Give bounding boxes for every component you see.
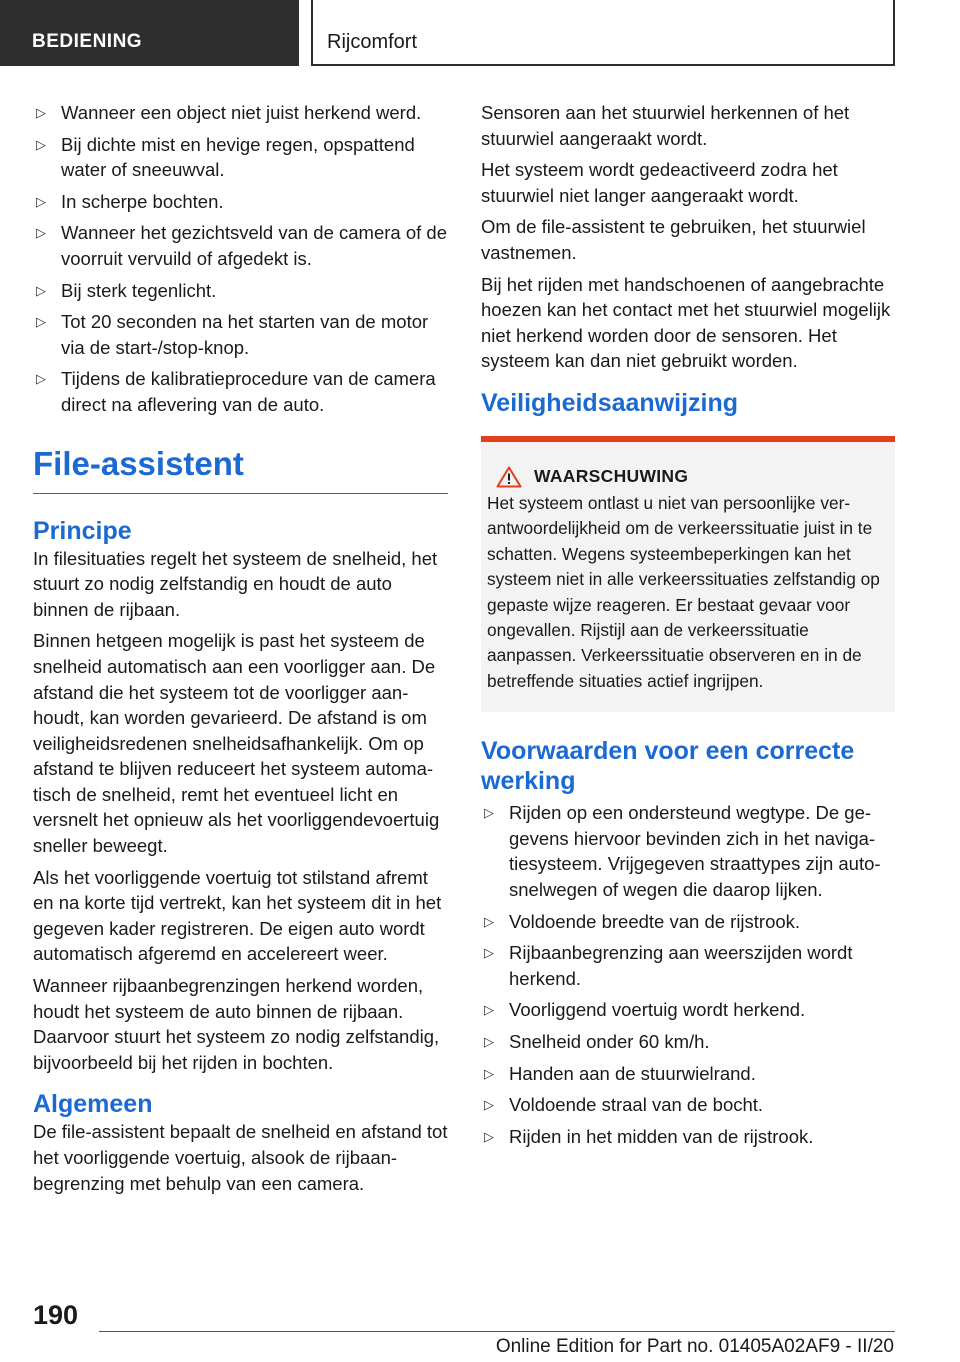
warning-text: Het systeem ontlast u niet van persoonlijke verantwoordelijkheid om de verkeerssituatie juist in te schatten. Wegens systeembeperkingen kan het systeem niet in alle verkeerssituaties zelfstandig op gepaste wijze reageren. Er bestaat gevaar voor ongevallen. Rijstijl aan de verkeerssituatie aanpassen. Verkeerssituatie observeren en in de betreffende situaties actief ingrijpen. [487, 492, 880, 691]
list-item: ▷ Tot 20 seconden na het starten van de motor via de start-/stop-knop. [36, 311, 429, 358]
page-header [0, 0, 960, 66]
triangle-bullet-icon: ▷ [36, 225, 46, 241]
list-item: ▷ Rijden in het midden van de rijstrook. [481, 1124, 895, 1150]
triangle-bullet-icon: ▷ [484, 913, 494, 929]
conditions-heading: Voorwaarden voor een correcte werking [481, 737, 855, 796]
triangle-bullet-icon: ▷ [36, 136, 46, 152]
paragraph: Binnen hetgeen mogelijk is past het systeem de snelheid automatisch aan een voorligger aan. De afstand die het systeem tot de voorligger aanhoudt, kan worden gevarieerd. De afstand is om veiligheidsredenen snelheidsafhankelijk. Om op afstand te blijven reduceert het systeem automatisch de snelheid, remt het eventueel licht en versnelt het opnieuw als het voorliggendevoertuig sneller beweegt. [33, 630, 440, 857]
warning-header [487, 466, 889, 488]
left-column [33, 100, 448, 1202]
triangle-bullet-icon: ▷ [484, 1128, 494, 1144]
warning-title: WAARSCHUWING [534, 466, 689, 487]
list-item: ▷ Handen aan de stuurwielrand. [481, 1061, 895, 1087]
paragraph: Om de file-assistent te gebruiken, het stuurwiel vastnemen. [481, 216, 866, 263]
list-item: ▷ Rijbaanbegrenzing aan weerszijden wordt herkend. [484, 942, 853, 989]
list-item: ▷ Snelheid onder 60 km/h. [481, 1029, 895, 1055]
list-item: ▷ Tijdens de kalibratieprocedure van de camera direct na aflevering van de auto. [36, 368, 436, 415]
triangle-bullet-icon: ▷ [484, 1002, 494, 1018]
triangle-bullet-icon: ▷ [36, 282, 46, 298]
safety-heading: Veiligheidsaanwijzing [481, 388, 739, 417]
right-column [481, 100, 895, 1155]
conditions-list [481, 800, 895, 1149]
list-item: ▷ Voorliggend voertuig wordt herkend. [481, 997, 895, 1023]
list-item: ▷ Voldoende straal van de bocht. [481, 1092, 895, 1118]
paragraph: Als het voorliggende voertuig tot stilstand afremt en na korte tijd vertrekt, kan het systeem dit in het gegeven kader registreren. De eigen auto wordt automatisch afgeremd en accelereert weer. [33, 866, 442, 965]
triangle-bullet-icon: ▷ [36, 193, 46, 209]
triangle-bullet-icon: ▷ [484, 805, 494, 821]
chapter-label: Rijcomfort [327, 31, 418, 53]
footer-divider [99, 1331, 895, 1332]
triangle-bullet-icon: ▷ [484, 1097, 494, 1113]
triangle-bullet-icon: ▷ [36, 371, 46, 387]
warning-triangle-icon [496, 466, 522, 488]
list-item: ▷ Wanneer een object niet juist herkend werd. [33, 100, 448, 126]
paragraph: Sensoren aan het stuurwiel herkennen of het stuurwiel aangeraakt wordt. [481, 102, 850, 149]
triangle-bullet-icon: ▷ [36, 105, 46, 120]
edition-text: Online Edition for Part no. 01405A02AF9 - II/20 [495, 1336, 894, 1357]
section-label: BEDIENING [0, 0, 299, 66]
list-item: ▷ Bij sterk tegenlicht. [33, 278, 448, 304]
limitations-list [33, 100, 448, 418]
list-item: ▷ Bij dichte mist en hevige regen, opspattend water of sneeuwval. [36, 133, 415, 181]
algemeen-heading: Algemeen [33, 1090, 153, 1119]
list-item: ▷ Voldoende breedte van de rijstrook. [481, 909, 895, 935]
chapter-box [311, 0, 895, 66]
triangle-bullet-icon: ▷ [484, 945, 494, 961]
paragraph: In filesituaties regelt het systeem de snelheid, het stuurt zo nodig zelfstandig en houdt de auto binnen de rijbaan. [33, 547, 438, 620]
warning-box [481, 436, 895, 712]
list-item: ▷ Wanneer het gezichtsveld van de camera of de voorruit vervuild of afgedekt is. [36, 222, 447, 269]
paragraph: Bij het rijden met handschoenen of aangebrachte hoezen kan het contact met het stuurwiel mogelijk niet herkend worden door de sensoren. Het systeem kan dan niet gebruikt worden. [481, 273, 891, 372]
triangle-bullet-icon: ▷ [484, 1033, 494, 1049]
triangle-bullet-icon: ▷ [484, 1065, 494, 1081]
page-number: 190 [33, 1300, 79, 1330]
paragraph: Het systeem wordt gedeactiveerd zodra het stuurwiel niet langer aangeraakt wordt. [481, 159, 838, 206]
paragraph: Wanneer rijbaanbegrenzingen herkend worden, houdt het systeem de auto binnen de rijbaan. Daarvoor stuurt het systeem zo nodig zelfstandig, bijvoorbeeld bij het rijden in bochten. [33, 975, 440, 1073]
principe-heading: Principe [33, 516, 132, 545]
list-item: ▷ Rijden op een ondersteund wegtype. De gegevens hiervoor bevinden zich in het navigatiesysteem. Vrijgegeven straattypes zijn autosnelwegen of wegen die daarop lijken. [484, 802, 881, 900]
list-item: ▷ In scherpe bochten. [33, 189, 448, 215]
triangle-bullet-icon: ▷ [36, 314, 46, 330]
paragraph: De file-assistent bepaalt de snelheid en afstand tot het voorliggende voertuig, alsook de rijbaanbegrenzing met behulp van een camera. [33, 1121, 448, 1194]
section-title: File-assistent [33, 444, 448, 494]
